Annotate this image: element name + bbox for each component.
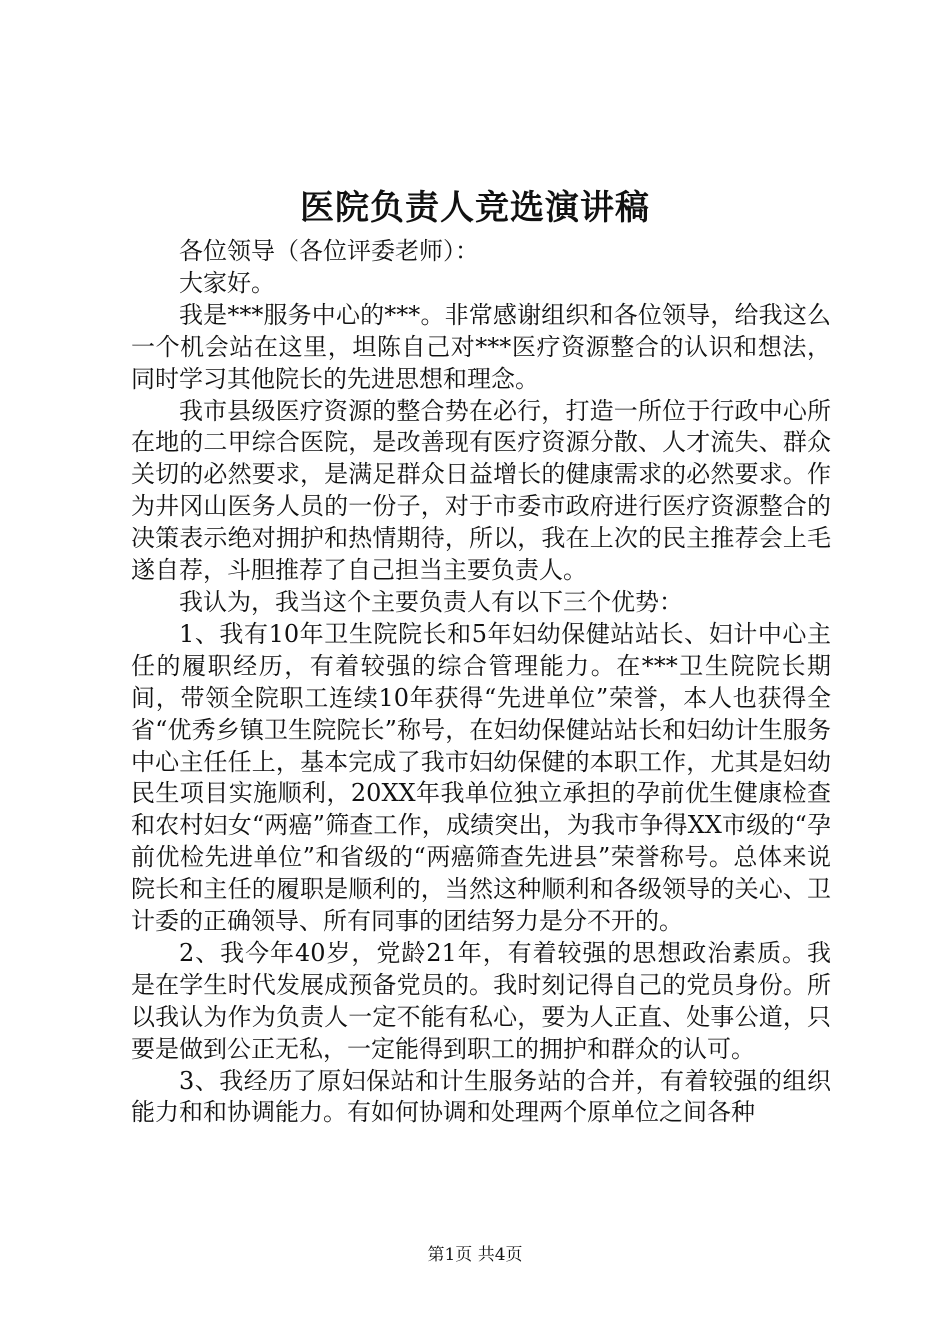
document-body	[131, 236, 831, 1129]
paragraph-advantages-heading: 我认为，我当这个主要负责人有以下三个优势：	[179, 587, 683, 616]
paragraph-intro: 我是***服务中心的***。非常感谢组织和各位领导，给我这么一个机会站在这里，坦陈自己对***医疗资源整合的认识和想法，同时学习其他院长的先进思想和理念。	[131, 300, 831, 393]
page-number: 第1页 共4页	[427, 1245, 523, 1265]
paragraph-resource-integration: 我市县级医疗资源的整合势在必行，打造一所位于行政中心所在地的二甲综合医院，是改善现有医疗资源分散、人才流失、群众关切的必然要求，是满足群众日益增长的健康需求的必然要求。作为井冈山医务人员的一份子，对于市委市政府进行医疗资源整合的决策表示绝对拥护和热情期待，所以，我在上次的民主推荐会上毛遂自荐，斗胆推荐了自己担当主要负责人。	[131, 396, 831, 585]
greeting: 大家好。	[179, 268, 275, 297]
paragraph-advantage-3: 3、我经历了原妇保站和计生服务站的合并，有着较强的组织能力和和协调能力。有如何协调和处理两个原单位之间各种	[131, 1066, 831, 1127]
document-title: 医院负责人竞选演讲稿	[300, 188, 650, 228]
salutation: 各位领导（各位评委老师）：	[179, 237, 479, 265]
paragraph-advantage-1: 1、我有10年卫生院院长和5年妇幼保健站站长、妇计中心主任的履职经历，有着较强的综合管理能力。在***卫生院院长期间，带领全院职工连续10年获得“先进单位”荣誉，本人也获得全省“优秀乡镇卫生院院长”称号，在妇幼保健站站长和妇幼计生服务中心主任任上，基本完成了我市妇幼保健的本职工作，尤其是妇幼民生项目实施顺利，20XX年我单位独立承担的孕前优生健康检查和农村妇女“两癌”筛查工作，成绩突出，为我市争得XX市级的“孕前优检先进单位”和省级的“两癌筛查先进县”荣誉称号。总体来说院长和主任的履职是顺利的，当然这种顺利和各级领导的关心、卫计委的正确领导、所有同事的团结努力是分不开的。	[131, 619, 831, 936]
paragraph-advantage-2: 2、我今年40岁，党龄21年，有着较强的思想政治素质。我是在学生时代发展成预备党员的。我时刻记得自己的党员身份。所以我认为作为负责人一定不能有私心，要为人正直、处事公道，只要是做到公正无私，一定能得到职工的拥护和群众的认可。	[131, 938, 831, 1063]
